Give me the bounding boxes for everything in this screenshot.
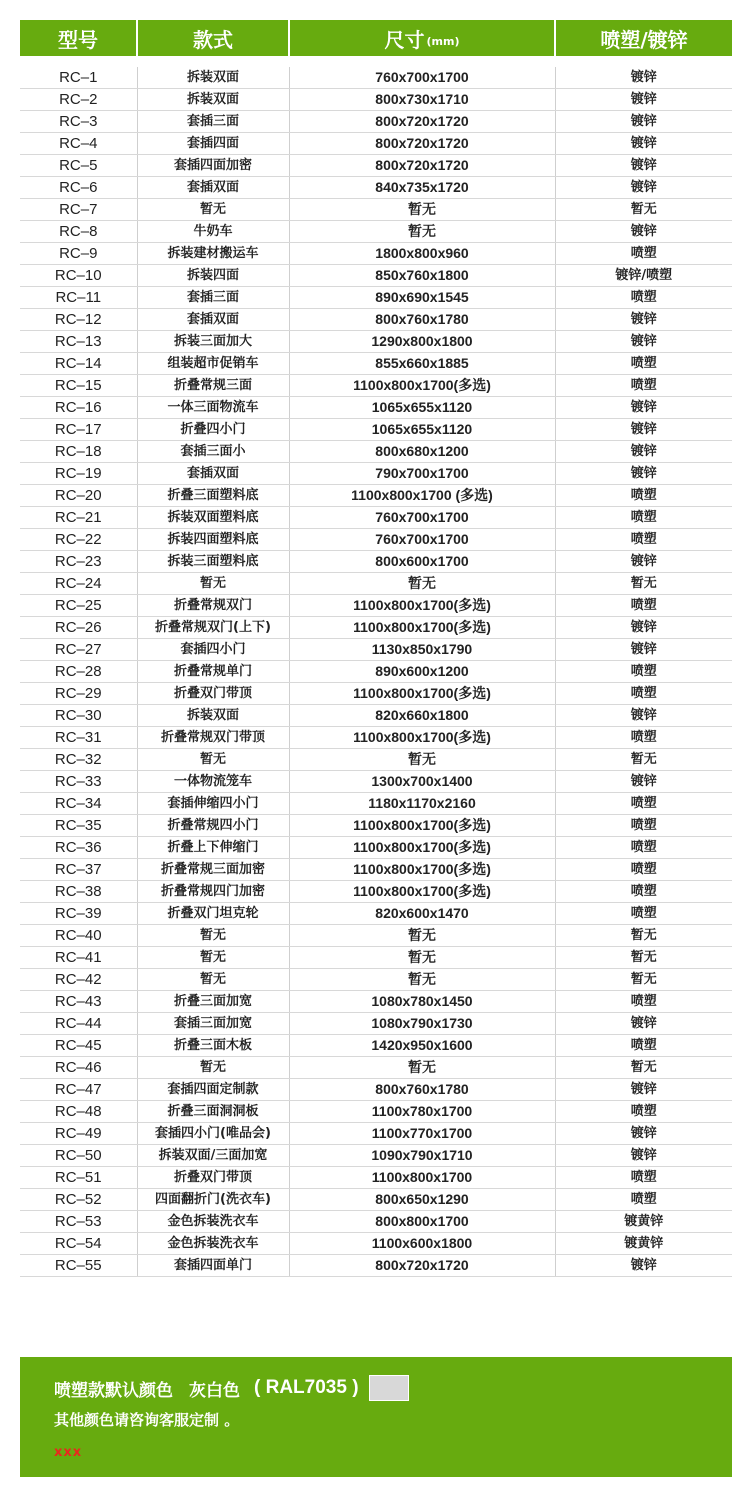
finish-cell: 喷塑: [555, 1035, 732, 1057]
table-row: [20, 969, 732, 991]
size-cell: 800x760x1780: [289, 309, 555, 331]
style-cell: 折叠上下伸缩门: [137, 837, 289, 859]
style-cell: 折叠常规四门加密: [137, 881, 289, 903]
size-cell: 1080x790x1730: [289, 1013, 555, 1035]
product-table-body: [20, 67, 732, 1277]
table-row: [20, 529, 732, 551]
size-cell: 890x600x1200: [289, 661, 555, 683]
style-cell: 暂无: [137, 925, 289, 947]
table-row: [20, 265, 732, 287]
size-cell: 800x600x1700: [289, 551, 555, 573]
finish-cell: 镀锌: [555, 1255, 732, 1277]
style-cell: 暂无: [137, 749, 289, 771]
finish-cell: 镀锌: [555, 1013, 732, 1035]
model-cell: RC–44: [20, 1013, 137, 1035]
table-row: [20, 331, 732, 353]
size-cell: 1100x800x1700(多选): [289, 683, 555, 705]
finish-cell: 喷塑: [555, 375, 732, 397]
table-row: [20, 221, 732, 243]
model-cell: RC–18: [20, 441, 137, 463]
model-cell: RC–22: [20, 529, 137, 551]
size-cell: 1065x655x1120: [289, 419, 555, 441]
table-row: [20, 111, 732, 133]
style-cell: 套插三面加宽: [137, 1013, 289, 1035]
style-cell: 折叠双门坦克轮: [137, 903, 289, 925]
table-row: [20, 595, 732, 617]
style-cell: 折叠三面木板: [137, 1035, 289, 1057]
header-model-label: 型号: [58, 27, 98, 52]
table-row: [20, 243, 732, 265]
size-cell: 800x760x1780: [289, 1079, 555, 1101]
model-cell: RC–33: [20, 771, 137, 793]
size-cell: 1100x800x1700(多选): [289, 815, 555, 837]
finish-cell: 镀锌: [555, 419, 732, 441]
table-row: [20, 1013, 732, 1035]
finish-cell: 喷塑: [555, 881, 732, 903]
size-cell: 1290x800x1800: [289, 331, 555, 353]
style-cell: 折叠四小门: [137, 419, 289, 441]
style-cell: 套插四面定制款: [137, 1079, 289, 1101]
default-color-name: 灰白色: [189, 1380, 240, 1401]
model-cell: RC–52: [20, 1189, 137, 1211]
model-cell: RC–32: [20, 749, 137, 771]
size-cell: 1100x800x1700(多选): [289, 727, 555, 749]
table-row: [20, 199, 732, 221]
style-cell: 套插四面单门: [137, 1255, 289, 1277]
table-row: [20, 1035, 732, 1057]
table-row: [20, 837, 732, 859]
style-cell: 套插双面: [137, 177, 289, 199]
model-cell: RC–6: [20, 177, 137, 199]
finish-cell: 镀黄锌: [555, 1211, 732, 1233]
finish-cell: 喷塑: [555, 859, 732, 881]
style-cell: 暂无: [137, 199, 289, 221]
table-row: [20, 1255, 732, 1277]
style-cell: 套插四面: [137, 133, 289, 155]
style-cell: 折叠常规四小门: [137, 815, 289, 837]
model-cell: RC–49: [20, 1123, 137, 1145]
size-cell: 800x720x1720: [289, 1255, 555, 1277]
size-cell: 760x700x1700: [289, 507, 555, 529]
finish-cell: 喷塑: [555, 529, 732, 551]
table-row: [20, 397, 732, 419]
finish-cell: 镀锌: [555, 771, 732, 793]
size-cell: 暂无: [289, 969, 555, 991]
model-cell: RC–5: [20, 155, 137, 177]
header-size-label: 尺寸: [384, 27, 425, 52]
finish-cell: 镀锌: [555, 221, 732, 243]
model-cell: RC–25: [20, 595, 137, 617]
finish-cell: 暂无: [555, 947, 732, 969]
size-cell: 800x720x1720: [289, 155, 555, 177]
size-cell: 暂无: [289, 925, 555, 947]
style-cell: 套插三面: [137, 111, 289, 133]
footer-notice: [20, 1357, 732, 1477]
table-row: [20, 1123, 732, 1145]
finish-cell: 喷塑: [555, 595, 732, 617]
finish-cell: 镀锌: [555, 177, 732, 199]
finish-cell: 镀锌: [555, 155, 732, 177]
finish-cell: 喷塑: [555, 793, 732, 815]
finish-cell: 喷塑: [555, 991, 732, 1013]
size-cell: 1100x780x1700: [289, 1101, 555, 1123]
table-row: [20, 155, 732, 177]
header-size-unit: (mm): [426, 34, 460, 48]
model-cell: RC–27: [20, 639, 137, 661]
finish-cell: 镀锌: [555, 397, 732, 419]
model-cell: RC–8: [20, 221, 137, 243]
size-cell: 1100x600x1800: [289, 1233, 555, 1255]
finish-cell: 镀锌/喷塑: [555, 265, 732, 287]
model-cell: RC–54: [20, 1233, 137, 1255]
size-cell: 1100x800x1700(多选): [289, 617, 555, 639]
style-cell: 拆装双面: [137, 67, 289, 89]
model-cell: RC–40: [20, 925, 137, 947]
finish-cell: 喷塑: [555, 485, 732, 507]
finish-cell: 镀锌: [555, 133, 732, 155]
size-cell: 1100x800x1700(多选): [289, 375, 555, 397]
size-cell: 1100x800x1700: [289, 1167, 555, 1189]
model-cell: RC–21: [20, 507, 137, 529]
size-cell: 1100x800x1700(多选): [289, 859, 555, 881]
finish-cell: 喷塑: [555, 683, 732, 705]
size-cell: 800x730x1710: [289, 89, 555, 111]
size-cell: 暂无: [289, 573, 555, 595]
model-cell: RC–3: [20, 111, 137, 133]
model-cell: RC–42: [20, 969, 137, 991]
finish-cell: 镀锌: [555, 67, 732, 89]
style-cell: 拆装双面: [137, 89, 289, 111]
model-cell: RC–37: [20, 859, 137, 881]
table-row: [20, 309, 732, 331]
size-cell: 1100x770x1700: [289, 1123, 555, 1145]
style-cell: 套插伸缩四小门: [137, 793, 289, 815]
finish-cell: 镀锌: [555, 309, 732, 331]
style-cell: 折叠三面加宽: [137, 991, 289, 1013]
table-row: [20, 441, 732, 463]
finish-cell: 暂无: [555, 199, 732, 221]
style-cell: 折叠常规双门: [137, 595, 289, 617]
style-cell: 套插四小门(唯品会): [137, 1123, 289, 1145]
header-finish-label: 喷塑/镀锌: [600, 27, 688, 52]
finish-cell: 喷塑: [555, 1101, 732, 1123]
style-cell: 拆装双面/三面加宽: [137, 1145, 289, 1167]
table-row: [20, 661, 732, 683]
style-cell: 套插四面加密: [137, 155, 289, 177]
finish-cell: 镀锌: [555, 331, 732, 353]
table-row: [20, 287, 732, 309]
table-row: [20, 617, 732, 639]
size-cell: 850x760x1800: [289, 265, 555, 287]
size-cell: 1420x950x1600: [289, 1035, 555, 1057]
table-row: [20, 1145, 732, 1167]
style-cell: 折叠常规三面: [137, 375, 289, 397]
finish-cell: 镀锌: [555, 551, 732, 573]
table-row: [20, 683, 732, 705]
finish-cell: 暂无: [555, 749, 732, 771]
model-cell: RC–38: [20, 881, 137, 903]
default-color-label: 喷塑款默认颜色: [54, 1380, 173, 1401]
model-cell: RC–30: [20, 705, 137, 727]
model-cell: RC–26: [20, 617, 137, 639]
style-cell: 折叠常规双门(上下): [137, 617, 289, 639]
style-cell: 折叠三面洞洞板: [137, 1101, 289, 1123]
model-cell: RC–55: [20, 1255, 137, 1277]
table-row: [20, 727, 732, 749]
custom-color-note: 其他颜色请咨询客服定制 。: [54, 1411, 240, 1429]
size-cell: 760x700x1700: [289, 529, 555, 551]
table-row: [20, 177, 732, 199]
table-row: [20, 463, 732, 485]
model-cell: RC–23: [20, 551, 137, 573]
style-cell: 一体物流笼车: [137, 771, 289, 793]
table-row: [20, 749, 732, 771]
model-cell: RC–24: [20, 573, 137, 595]
style-cell: 牛奶车: [137, 221, 289, 243]
size-cell: 1180x1170x2160: [289, 793, 555, 815]
size-cell: 890x690x1545: [289, 287, 555, 309]
table-row: [20, 859, 732, 881]
size-cell: 855x660x1885: [289, 353, 555, 375]
size-cell: 1100x800x1700(多选): [289, 881, 555, 903]
style-cell: 暂无: [137, 947, 289, 969]
finish-cell: 暂无: [555, 969, 732, 991]
table-row: [20, 1057, 732, 1079]
size-cell: 暂无: [289, 749, 555, 771]
model-cell: RC–19: [20, 463, 137, 485]
style-cell: 套插双面: [137, 309, 289, 331]
model-cell: RC–46: [20, 1057, 137, 1079]
table-row: [20, 705, 732, 727]
style-cell: 拆装双面: [137, 705, 289, 727]
model-cell: RC–34: [20, 793, 137, 815]
header-style-label: 款式: [193, 27, 233, 52]
table-row: [20, 793, 732, 815]
color-swatch: [369, 1375, 409, 1401]
finish-cell: 喷塑: [555, 1167, 732, 1189]
style-cell: 组装超市促销车: [137, 353, 289, 375]
table-row: [20, 573, 732, 595]
model-cell: RC–36: [20, 837, 137, 859]
product-table: [20, 67, 732, 1277]
size-cell: 1130x850x1790: [289, 639, 555, 661]
default-color-code: ( RAL7035 ): [254, 1377, 359, 1398]
table-row: [20, 1211, 732, 1233]
table-row: [20, 925, 732, 947]
model-cell: RC–10: [20, 265, 137, 287]
size-cell: 暂无: [289, 199, 555, 221]
model-cell: RC–45: [20, 1035, 137, 1057]
table-row: [20, 89, 732, 111]
size-cell: 1800x800x960: [289, 243, 555, 265]
style-cell: 四面翻折门(洗衣车): [137, 1189, 289, 1211]
style-cell: 拆装四面: [137, 265, 289, 287]
table-row: [20, 1233, 732, 1255]
model-cell: RC–12: [20, 309, 137, 331]
style-cell: 折叠常规单门: [137, 661, 289, 683]
table-row: [20, 353, 732, 375]
model-cell: RC–16: [20, 397, 137, 419]
table-row: [20, 947, 732, 969]
finish-cell: 喷塑: [555, 837, 732, 859]
table-row: [20, 67, 732, 89]
header-finish: [556, 20, 732, 56]
model-cell: RC–4: [20, 133, 137, 155]
table-row: [20, 639, 732, 661]
finish-cell: 镀锌: [555, 463, 732, 485]
header-style: [138, 20, 288, 56]
table-row: [20, 903, 732, 925]
style-cell: 折叠双门带顶: [137, 1167, 289, 1189]
model-cell: RC–28: [20, 661, 137, 683]
finish-cell: 喷塑: [555, 727, 732, 749]
model-cell: RC–41: [20, 947, 137, 969]
footer-mark: xxx: [54, 1445, 83, 1460]
model-cell: RC–9: [20, 243, 137, 265]
style-cell: 金色拆装洗衣车: [137, 1211, 289, 1233]
model-cell: RC–31: [20, 727, 137, 749]
finish-cell: 镀锌: [555, 1123, 732, 1145]
finish-cell: 镀锌: [555, 617, 732, 639]
model-cell: RC–14: [20, 353, 137, 375]
finish-cell: 喷塑: [555, 661, 732, 683]
size-cell: 800x650x1290: [289, 1189, 555, 1211]
table-row: [20, 485, 732, 507]
finish-cell: 喷塑: [555, 243, 732, 265]
style-cell: 拆装四面塑料底: [137, 529, 289, 551]
style-cell: 折叠三面塑料底: [137, 485, 289, 507]
model-cell: RC–29: [20, 683, 137, 705]
table-row: [20, 991, 732, 1013]
size-cell: 800x800x1700: [289, 1211, 555, 1233]
model-cell: RC–7: [20, 199, 137, 221]
header-size: [290, 20, 554, 56]
table-header: [20, 20, 732, 56]
size-cell: 1100x800x1700(多选): [289, 595, 555, 617]
default-color-line: [54, 1373, 732, 1403]
size-cell: 暂无: [289, 947, 555, 969]
size-cell: 800x680x1200: [289, 441, 555, 463]
model-cell: RC–43: [20, 991, 137, 1013]
finish-cell: 镀锌: [555, 1145, 732, 1167]
size-cell: 暂无: [289, 221, 555, 243]
size-cell: 1090x790x1710: [289, 1145, 555, 1167]
model-cell: RC–20: [20, 485, 137, 507]
size-cell: 800x720x1720: [289, 133, 555, 155]
style-cell: 一体三面物流车: [137, 397, 289, 419]
style-cell: 暂无: [137, 573, 289, 595]
style-cell: 折叠常规三面加密: [137, 859, 289, 881]
style-cell: 拆装三面加大: [137, 331, 289, 353]
table-row: [20, 133, 732, 155]
style-cell: 暂无: [137, 1057, 289, 1079]
model-cell: RC–15: [20, 375, 137, 397]
style-cell: 套插四小门: [137, 639, 289, 661]
size-cell: 790x700x1700: [289, 463, 555, 485]
finish-cell: 镀锌: [555, 441, 732, 463]
table-row: [20, 1101, 732, 1123]
style-cell: 折叠双门带顶: [137, 683, 289, 705]
size-cell: 1300x700x1400: [289, 771, 555, 793]
size-cell: 暂无: [289, 1057, 555, 1079]
style-cell: 折叠常规双门带顶: [137, 727, 289, 749]
table-row: [20, 771, 732, 793]
table-row: [20, 881, 732, 903]
style-cell: 拆装三面塑料底: [137, 551, 289, 573]
size-cell: 1080x780x1450: [289, 991, 555, 1013]
size-cell: 760x700x1700: [289, 67, 555, 89]
model-cell: RC–51: [20, 1167, 137, 1189]
size-cell: 1100x800x1700(多选): [289, 837, 555, 859]
table-row: [20, 815, 732, 837]
finish-cell: 喷塑: [555, 1189, 732, 1211]
finish-cell: 暂无: [555, 925, 732, 947]
size-cell: 800x720x1720: [289, 111, 555, 133]
finish-cell: 镀锌: [555, 1079, 732, 1101]
finish-cell: 镀锌: [555, 111, 732, 133]
table-row: [20, 375, 732, 397]
finish-cell: 镀锌: [555, 639, 732, 661]
finish-cell: 暂无: [555, 573, 732, 595]
style-cell: 套插三面小: [137, 441, 289, 463]
finish-cell: 喷塑: [555, 507, 732, 529]
table-row: [20, 419, 732, 441]
model-cell: RC–17: [20, 419, 137, 441]
model-cell: RC–53: [20, 1211, 137, 1233]
finish-cell: 镀黄锌: [555, 1233, 732, 1255]
size-cell: 1065x655x1120: [289, 397, 555, 419]
table-row: [20, 1167, 732, 1189]
table-row: [20, 1189, 732, 1211]
size-cell: 820x600x1470: [289, 903, 555, 925]
style-cell: 暂无: [137, 969, 289, 991]
model-cell: RC–48: [20, 1101, 137, 1123]
model-cell: RC–39: [20, 903, 137, 925]
finish-cell: 镀锌: [555, 89, 732, 111]
model-cell: RC–50: [20, 1145, 137, 1167]
finish-cell: 喷塑: [555, 815, 732, 837]
size-cell: 840x735x1720: [289, 177, 555, 199]
finish-cell: 喷塑: [555, 353, 732, 375]
model-cell: RC–1: [20, 67, 137, 89]
style-cell: 金色拆装洗衣车: [137, 1233, 289, 1255]
model-cell: RC–47: [20, 1079, 137, 1101]
table-row: [20, 507, 732, 529]
size-cell: 820x660x1800: [289, 705, 555, 727]
style-cell: 套插三面: [137, 287, 289, 309]
size-cell: 1100x800x1700 (多选): [289, 485, 555, 507]
style-cell: 套插双面: [137, 463, 289, 485]
model-cell: RC–13: [20, 331, 137, 353]
finish-cell: 喷塑: [555, 903, 732, 925]
table-row: [20, 551, 732, 573]
finish-cell: 镀锌: [555, 705, 732, 727]
style-cell: 拆装建材搬运车: [137, 243, 289, 265]
header-model: [20, 20, 136, 56]
table-row: [20, 1079, 732, 1101]
model-cell: RC–11: [20, 287, 137, 309]
model-cell: RC–2: [20, 89, 137, 111]
style-cell: 拆装双面塑料底: [137, 507, 289, 529]
finish-cell: 暂无: [555, 1057, 732, 1079]
model-cell: RC–35: [20, 815, 137, 837]
finish-cell: 喷塑: [555, 287, 732, 309]
